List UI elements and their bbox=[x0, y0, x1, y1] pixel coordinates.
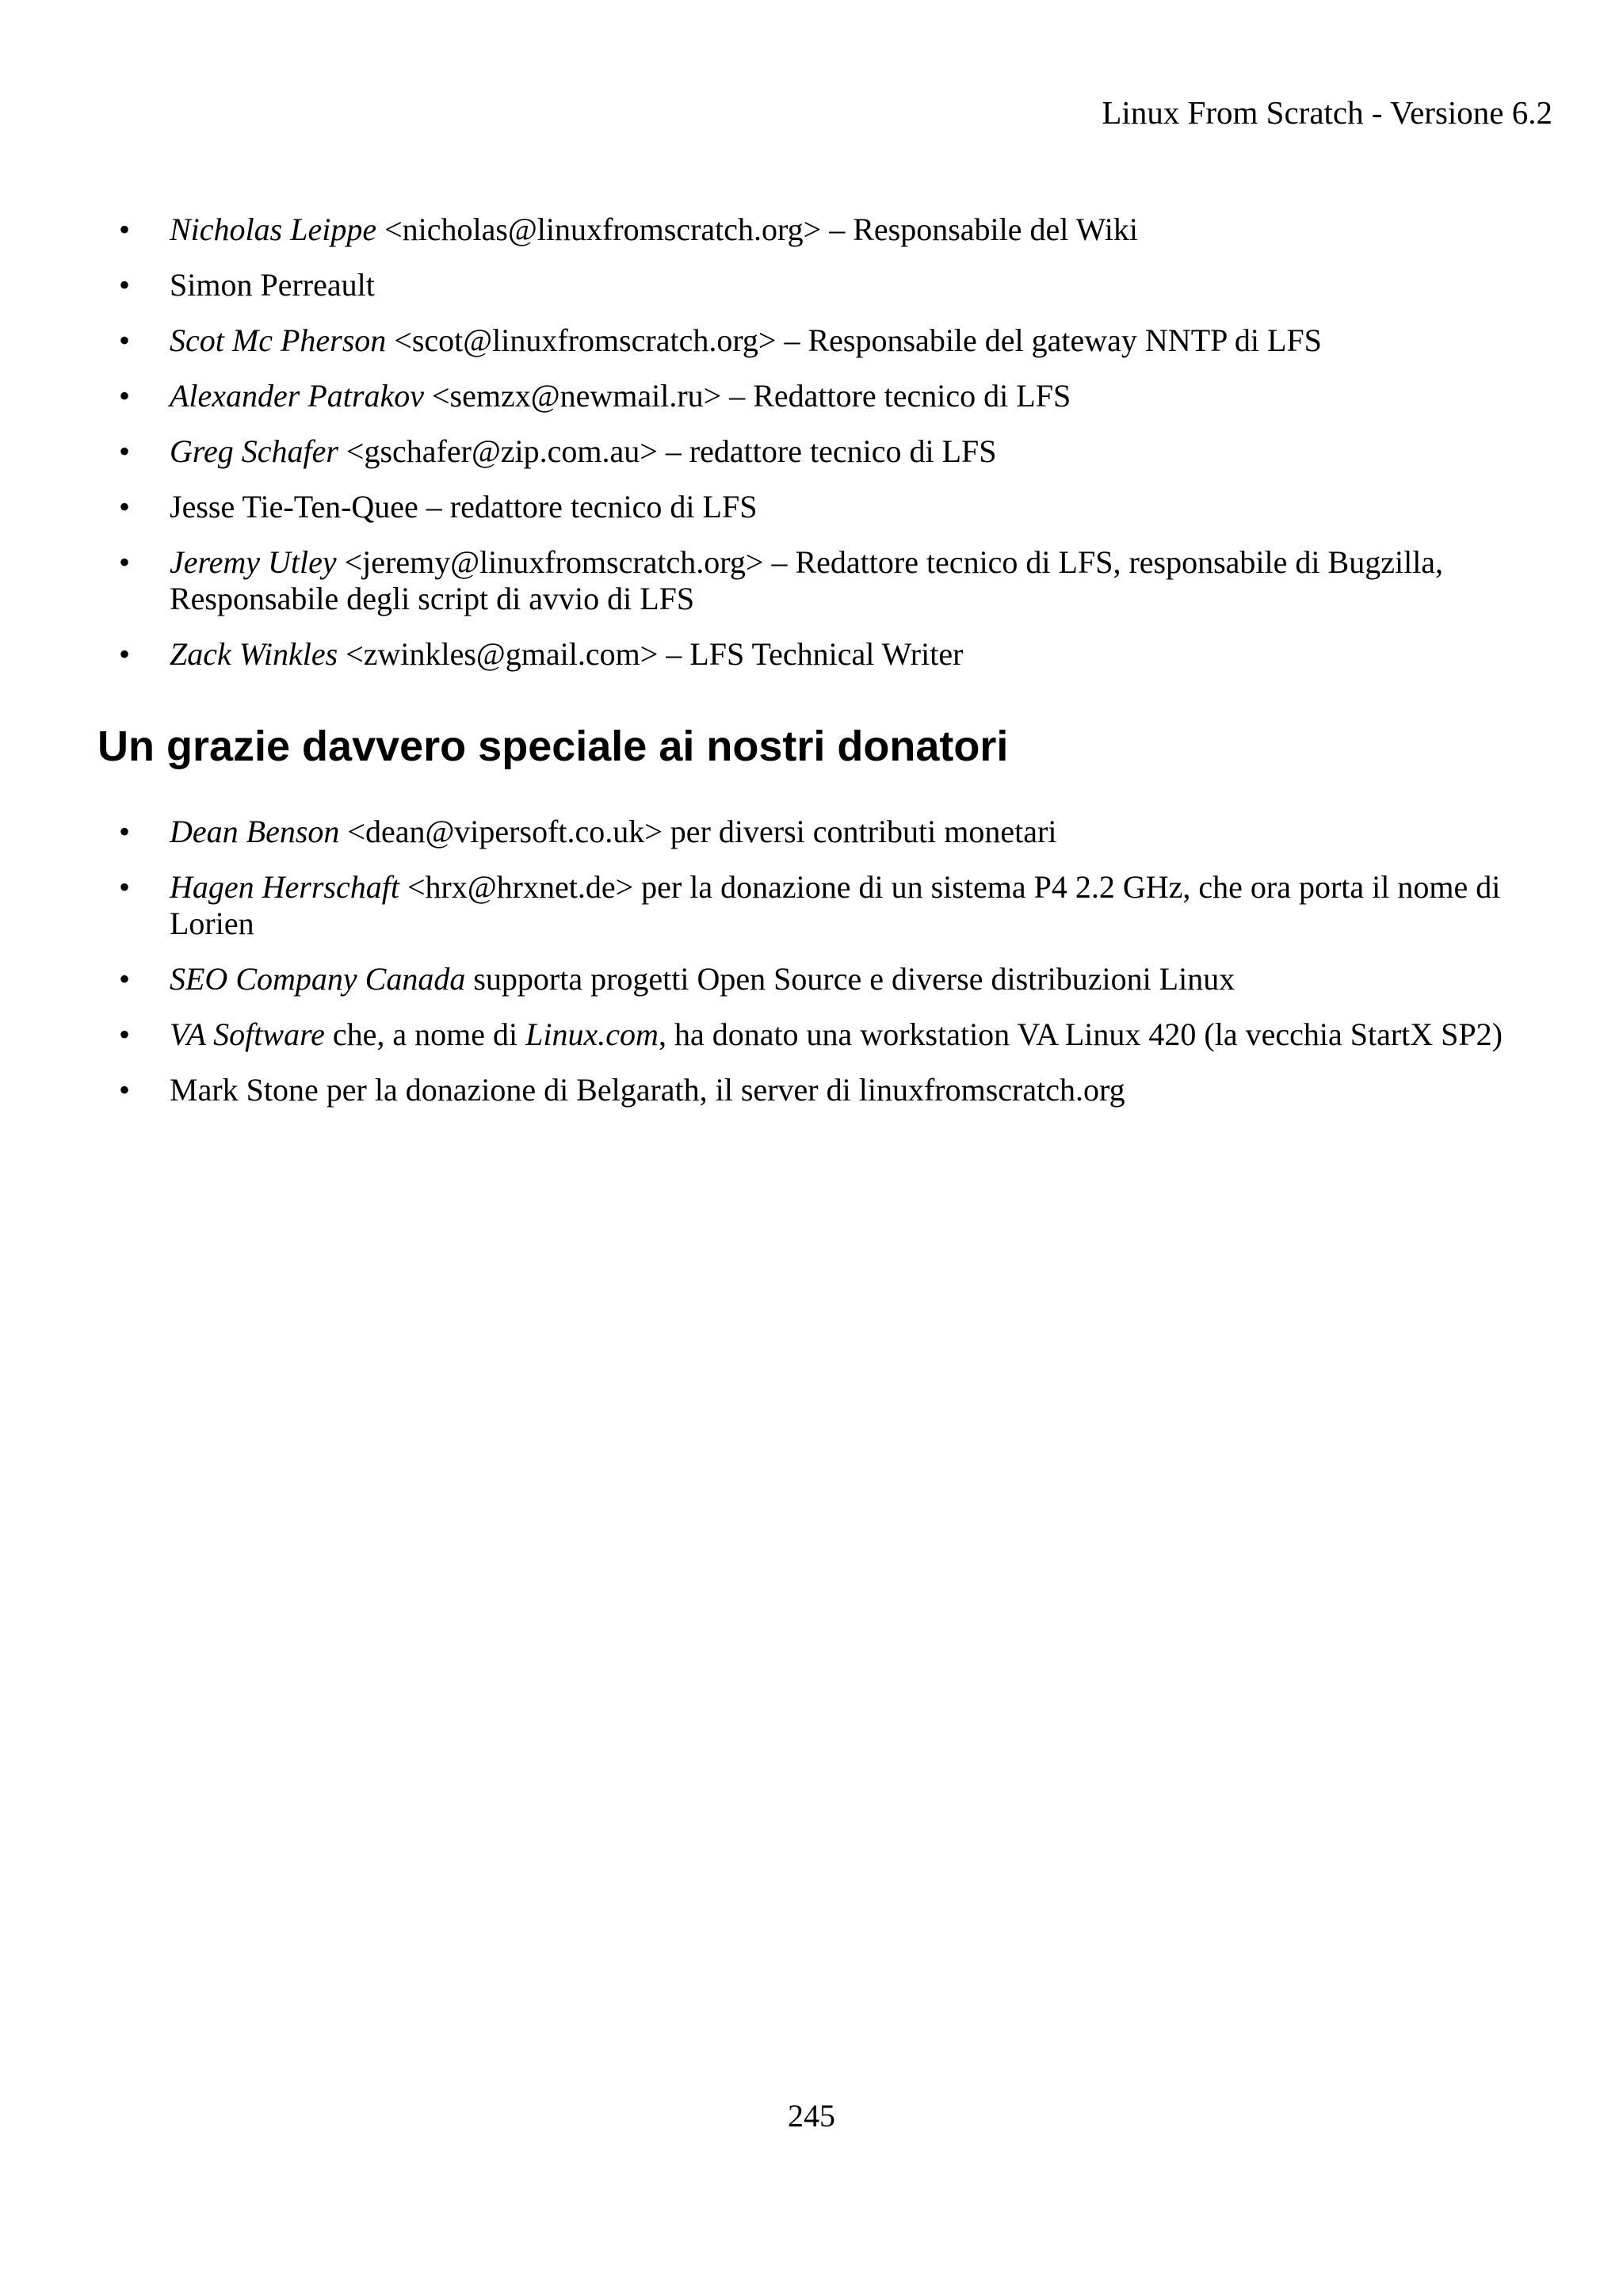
contributor-details: <gschafer@zip.com.au> – redattore tecnico di LFS bbox=[338, 433, 997, 469]
contributor-name: Greg Schafer bbox=[170, 433, 338, 469]
contributor-name: Zack Winkles bbox=[170, 636, 338, 672]
contributors-list bbox=[0, 212, 1623, 692]
bullet: • bbox=[119, 544, 131, 580]
list-item bbox=[0, 544, 1623, 617]
bullet: • bbox=[119, 378, 131, 414]
donors-list bbox=[0, 814, 1623, 1127]
contributor-details: <nicholas@linuxfromscratch.org> – Responsabile del Wiki bbox=[376, 212, 1139, 247]
bullet: • bbox=[119, 1016, 131, 1052]
contributor-details: <semzx@newmail.ru> – Redattore tecnico di LFS bbox=[424, 378, 1071, 414]
contributor-name: Scot Mc Pherson bbox=[170, 322, 387, 358]
donor-details-secondary: , ha donato una workstation VA Linux 420 (la vecchia StartX SP2) bbox=[658, 1016, 1503, 1052]
donor-details: che, a nome di bbox=[324, 1016, 526, 1052]
donor-name-secondary: Linux.com bbox=[525, 1016, 659, 1052]
list-item bbox=[0, 378, 1623, 414]
bullet: • bbox=[119, 961, 131, 997]
list-item bbox=[0, 1016, 1623, 1053]
donor-details: Mark Stone per la donazione di Belgarath, il server di linuxfromscratch.org bbox=[170, 1072, 1125, 1108]
contributor-details: <zwinkles@gmail.com> – LFS Technical Writer bbox=[338, 636, 964, 672]
bullet: • bbox=[119, 322, 131, 358]
section-heading: Un grazie davvero speciale ai nostri donatori bbox=[97, 723, 1009, 770]
contributor-name: Nicholas Leippe bbox=[170, 212, 377, 247]
contributor-details: <scot@linuxfromscratch.org> – Responsabile del gateway NNTP di LFS bbox=[386, 322, 1322, 358]
list-item bbox=[0, 489, 1623, 525]
list-item bbox=[0, 961, 1623, 997]
list-item bbox=[0, 814, 1623, 850]
list-item bbox=[0, 322, 1623, 359]
bullet: • bbox=[119, 212, 131, 247]
donor-name: VA Software bbox=[170, 1016, 325, 1052]
contributor-details: Jesse Tie-Ten-Quee – redattore tecnico di LFS bbox=[170, 489, 758, 524]
bullet: • bbox=[119, 267, 131, 303]
bullet: • bbox=[119, 869, 131, 905]
running-header: Linux From Scratch - Versione 6.2 bbox=[1102, 94, 1552, 131]
donor-name: Hagen Herrschaft bbox=[170, 869, 399, 905]
list-item bbox=[0, 869, 1623, 942]
bullet: • bbox=[119, 636, 131, 672]
donor-name: Dean Benson bbox=[170, 814, 340, 849]
contributor-name: Jeremy Utley bbox=[170, 544, 337, 580]
donor-details: supporta progetti Open Source e diverse distribuzioni Linux bbox=[465, 961, 1235, 997]
donor-name: SEO Company Canada bbox=[170, 961, 466, 997]
list-item bbox=[0, 267, 1623, 303]
contributor-details: <jeremy@linuxfromscratch.org> – Redattore tecnico di LFS, responsabile di Bugzilla, Responsabile degli script di avvio di LFS bbox=[170, 544, 1444, 616]
list-item bbox=[0, 212, 1623, 248]
donor-details: <hrx@hrxnet.de> per la donazione di un sistema P4 2.2 GHz, che ora porta il nome di Lorien bbox=[170, 869, 1501, 941]
bullet: • bbox=[119, 814, 131, 849]
contributor-details: Simon Perreault bbox=[170, 267, 375, 303]
donor-details: <dean@vipersoft.co.uk> per diversi contributi monetari bbox=[339, 814, 1057, 849]
bullet: • bbox=[119, 489, 131, 524]
contributor-name: Alexander Patrakov bbox=[170, 378, 424, 414]
list-item bbox=[0, 636, 1623, 673]
page-number: 245 bbox=[788, 2098, 835, 2134]
bullet: • bbox=[119, 433, 131, 469]
bullet: • bbox=[119, 1072, 131, 1108]
list-item bbox=[0, 433, 1623, 470]
list-item bbox=[0, 1072, 1623, 1108]
